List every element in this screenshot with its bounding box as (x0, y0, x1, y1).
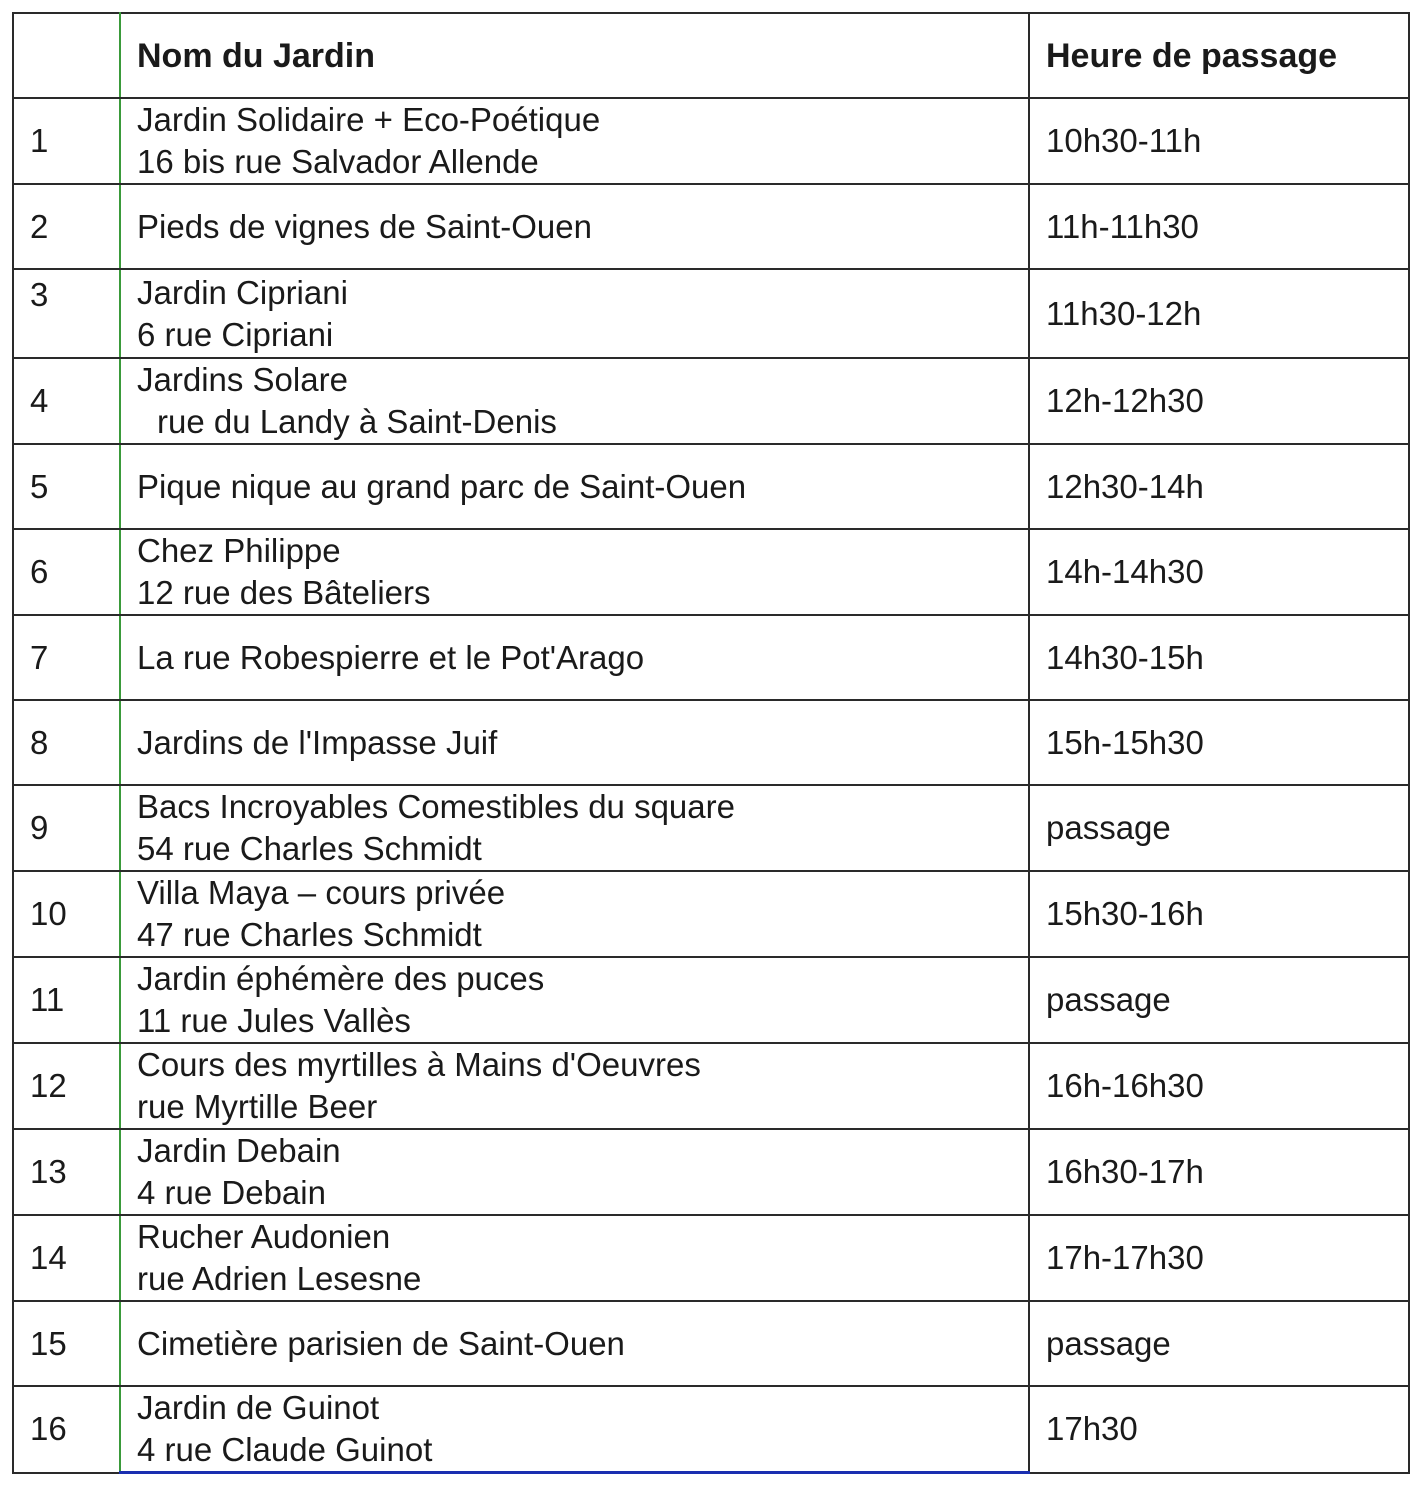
garden-number: 16 (13, 1386, 120, 1473)
garden-address: 16 bis rue Salvador Allende (137, 143, 539, 180)
schedule-sheet (12, 12, 1408, 1474)
garden-number: 2 (13, 184, 120, 269)
table-row (13, 98, 1409, 184)
garden-number: 4 (13, 358, 120, 444)
garden-address: rue Adrien Lesesne (137, 1260, 422, 1297)
table-header-row (13, 13, 1409, 98)
table-row (13, 1386, 1409, 1473)
garden-name-cell (120, 529, 1029, 615)
garden-name: Jardin de Guinot (137, 1389, 380, 1426)
garden-name-cell (120, 700, 1029, 785)
garden-address: 54 rue Charles Schmidt (137, 830, 482, 867)
visit-time: 16h-16h30 (1029, 1043, 1409, 1129)
garden-name: Pieds de vignes de Saint-Ouen (137, 207, 592, 245)
visit-time: passage (1029, 957, 1409, 1043)
garden-address: rue Myrtille Beer (137, 1088, 378, 1125)
garden-address: 6 rue Cipriani (137, 315, 334, 353)
garden-name-cell (120, 1386, 1029, 1473)
garden-number: 5 (13, 444, 120, 529)
visit-time: 15h30-16h (1029, 871, 1409, 957)
garden-number: 13 (13, 1129, 120, 1215)
garden-name: Jardin Cipriani (137, 273, 348, 311)
garden-address: 4 rue Claude Guinot (137, 1431, 433, 1468)
table-row (13, 358, 1409, 444)
visit-time: 16h30-17h (1029, 1129, 1409, 1215)
table-row (13, 957, 1409, 1043)
visit-time: 12h30-14h (1029, 444, 1409, 529)
visit-time: passage (1029, 1301, 1409, 1386)
visit-time: 12h-12h30 (1029, 358, 1409, 444)
garden-name-cell (120, 871, 1029, 957)
garden-name: Jardins de l'Impasse Juif (137, 723, 498, 761)
garden-name-cell (120, 785, 1029, 871)
garden-name: Chez Philippe (137, 532, 341, 569)
garden-number: 7 (13, 615, 120, 700)
table-body (13, 98, 1409, 1473)
garden-name: Jardin Debain (137, 1132, 341, 1169)
table-row (13, 1129, 1409, 1215)
garden-name-cell (120, 1301, 1029, 1386)
garden-name: Bacs Incroyables Comestibles du square (137, 788, 735, 825)
garden-address: 47 rue Charles Schmidt (137, 916, 482, 953)
garden-number: 11 (13, 957, 120, 1043)
garden-number: 3 (13, 269, 120, 358)
table-row (13, 785, 1409, 871)
header-garden-name: Nom du Jardin (120, 13, 1029, 98)
garden-name-cell (120, 1043, 1029, 1129)
garden-name-cell (120, 1215, 1029, 1301)
header-time: Heure de passage (1029, 13, 1409, 98)
garden-name-cell (120, 615, 1029, 700)
visit-time: 10h30-11h (1029, 98, 1409, 184)
visit-time: 17h30 (1029, 1386, 1409, 1473)
table-row (13, 184, 1409, 269)
garden-name: Jardin Solidaire + Eco-Poétique (137, 101, 601, 138)
garden-number: 6 (13, 529, 120, 615)
garden-name: Cours des myrtilles à Mains d'Oeuvres (137, 1046, 701, 1083)
garden-name-cell (120, 444, 1029, 529)
table-row (13, 529, 1409, 615)
garden-address: 12 rue des Bâteliers (137, 574, 431, 611)
garden-name: Pique nique au grand parc de Saint-Ouen (137, 467, 747, 505)
garden-name-cell (120, 957, 1029, 1043)
garden-name: Jardin éphémère des puces (137, 960, 545, 997)
header-number (13, 13, 120, 98)
garden-name-cell (120, 1129, 1029, 1215)
garden-name: La rue Robespierre et le Pot'Arago (137, 638, 645, 676)
visit-time: passage (1029, 785, 1409, 871)
garden-number: 8 (13, 700, 120, 785)
garden-name: Jardins Solare (137, 361, 348, 398)
garden-name: Cimetière parisien de Saint-Ouen (137, 1324, 625, 1362)
garden-number: 1 (13, 98, 120, 184)
garden-number: 15 (13, 1301, 120, 1386)
visit-time: 14h-14h30 (1029, 529, 1409, 615)
garden-number: 12 (13, 1043, 120, 1129)
visit-time: 11h-11h30 (1029, 184, 1409, 269)
garden-name-cell (120, 184, 1029, 269)
visit-time: 14h30-15h (1029, 615, 1409, 700)
garden-number: 10 (13, 871, 120, 957)
table-row (13, 1043, 1409, 1129)
table-row (13, 1301, 1409, 1386)
garden-address: 4 rue Debain (137, 1174, 326, 1211)
visit-time: 15h-15h30 (1029, 700, 1409, 785)
garden-name: Rucher Audonien (137, 1218, 391, 1255)
table-row (13, 871, 1409, 957)
table-row (13, 1215, 1409, 1301)
garden-number: 9 (13, 785, 120, 871)
garden-number: 14 (13, 1215, 120, 1301)
table-row (13, 615, 1409, 700)
visit-time: 17h-17h30 (1029, 1215, 1409, 1301)
garden-name-cell (120, 358, 1029, 444)
table-row (13, 700, 1409, 785)
table-row (13, 269, 1409, 358)
garden-name-cell (120, 98, 1029, 184)
visit-time: 11h30-12h (1029, 269, 1409, 358)
garden-name-cell (120, 269, 1029, 358)
garden-address: 11 rue Jules Vallès (137, 1002, 411, 1039)
table-row (13, 444, 1409, 529)
garden-name: Villa Maya – cours privée (137, 874, 506, 911)
garden-address: rue du Landy à Saint-Denis (157, 403, 557, 440)
garden-schedule-table (12, 12, 1410, 1474)
